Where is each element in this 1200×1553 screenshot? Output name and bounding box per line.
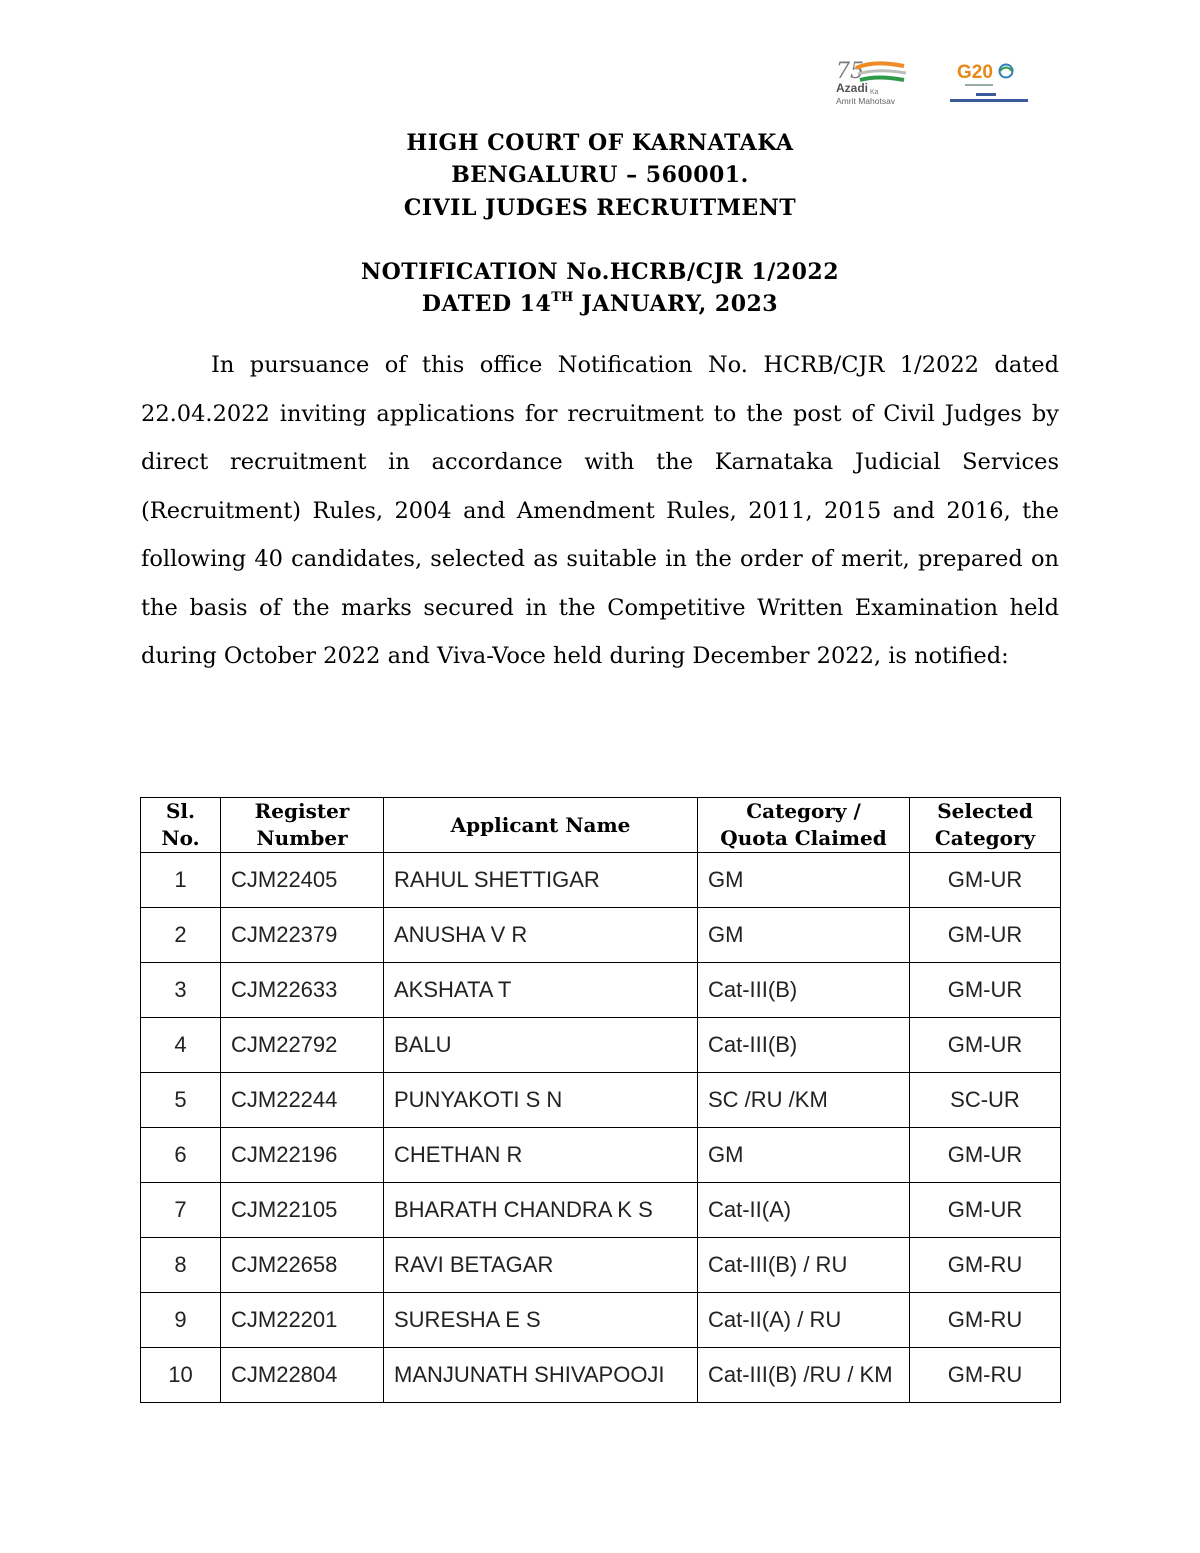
cell-sl-no: 1: [141, 853, 221, 908]
cell-register-number: CJM22658: [221, 1238, 384, 1293]
table-row: [141, 1293, 1061, 1348]
cell-sl-no: 4: [141, 1018, 221, 1073]
header-sl-no: Sl. No.: [141, 798, 221, 853]
cell-applicant-name: AKSHATA T: [384, 963, 698, 1018]
cell-category: SC /RU /KM: [698, 1073, 910, 1128]
cell-selected-category: GM-RU: [910, 1238, 1061, 1293]
cell-sl-no: 8: [141, 1238, 221, 1293]
cell-register-number: CJM22405: [221, 853, 384, 908]
svg-text:G20: G20: [957, 62, 993, 83]
cell-applicant-name: BALU: [384, 1018, 698, 1073]
cell-applicant-name: PUNYAKOTI S N: [384, 1073, 698, 1128]
cell-register-number: CJM22792: [221, 1018, 384, 1073]
cell-applicant-name: BHARATH CHANDRA K S: [384, 1183, 698, 1238]
cell-category: Cat-II(A) / RU: [698, 1293, 910, 1348]
cell-category: Cat-III(B): [698, 963, 910, 1018]
cell-selected-category: GM-UR: [910, 1018, 1061, 1073]
cell-category: GM: [698, 853, 910, 908]
cell-register-number: CJM22244: [221, 1073, 384, 1128]
cell-applicant-name: RAHUL SHETTIGAR: [384, 853, 698, 908]
cell-sl-no: 7: [141, 1183, 221, 1238]
table-row: [141, 1238, 1061, 1293]
cell-selected-category: GM-UR: [910, 908, 1061, 963]
notification-paragraph: In pursuance of this office Notification No. HCRB/CJR 1/2022 dated 22.04.2022 inviting applications for recruitment to the post of Civil Judges by direct recruitment in accordance with the Karnataka Judicial Services (Recruitment) Rules, 2004 and Amendment Rules, 2011, 2015 and 2016, the following 40 candidates, selected as suitable in the order of merit, prepared on the basis of the marks secured in the Competitive Written Examination held during October 2022 and Viva-Voce held during December 2022, is notified:: [141, 352, 1059, 669]
cell-category: Cat-III(B): [698, 1018, 910, 1073]
cell-applicant-name: SURESHA E S: [384, 1293, 698, 1348]
selection-table: [140, 797, 1061, 1403]
cell-sl-no: 6: [141, 1128, 221, 1183]
cell-register-number: CJM22196: [221, 1128, 384, 1183]
header-selected-category: Selected Category: [910, 798, 1061, 853]
court-address: BENGALURU – 560001.: [451, 162, 749, 188]
cell-applicant-name: ANUSHA V R: [384, 908, 698, 963]
table-row: [141, 1183, 1061, 1238]
table-row: [141, 908, 1061, 963]
cell-register-number: CJM22804: [221, 1348, 384, 1403]
court-name: HIGH COURT OF KARNATAKA: [406, 130, 794, 156]
table-row: [141, 1128, 1061, 1183]
table-row: [141, 963, 1061, 1018]
cell-selected-category: GM-RU: [910, 1293, 1061, 1348]
cell-sl-no: 2: [141, 908, 221, 963]
cell-category: GM: [698, 1128, 910, 1183]
svg-text:Azadi: Azadi: [836, 81, 869, 95]
cell-register-number: CJM22201: [221, 1293, 384, 1348]
cell-register-number: CJM22105: [221, 1183, 384, 1238]
azadi-ka-amrit-mahotsav-logo: [834, 58, 926, 108]
cell-applicant-name: CHETHAN R: [384, 1128, 698, 1183]
g20-logo: [948, 58, 1030, 106]
cell-sl-no: 10: [141, 1348, 221, 1403]
cell-selected-category: GM-UR: [910, 1128, 1061, 1183]
cell-applicant-name: MANJUNATH SHIVAPOOJI: [384, 1348, 698, 1403]
table-header-row: [141, 798, 1061, 853]
table-row: [141, 1348, 1061, 1403]
cell-selected-category: SC-UR: [910, 1073, 1061, 1128]
header-register-number: Register Number: [221, 798, 384, 853]
cell-sl-no: 9: [141, 1293, 221, 1348]
cell-selected-category: GM-RU: [910, 1348, 1061, 1403]
cell-selected-category: GM-UR: [910, 1183, 1061, 1238]
cell-register-number: CJM22379: [221, 908, 384, 963]
table-row: [141, 853, 1061, 908]
recruitment-title: CIVIL JUDGES RECRUITMENT: [403, 195, 797, 221]
table-row: [141, 1073, 1061, 1128]
cell-applicant-name: RAVI BETAGAR: [384, 1238, 698, 1293]
cell-register-number: CJM22633: [221, 963, 384, 1018]
cell-selected-category: GM-UR: [910, 853, 1061, 908]
cell-sl-no: 5: [141, 1073, 221, 1128]
svg-text:75: 75: [836, 59, 864, 84]
cell-sl-no: 3: [141, 963, 221, 1018]
cell-category: Cat-III(B) /RU / KM: [698, 1348, 910, 1403]
notification-number: NOTIFICATION No.HCRB/CJR 1/2022: [360, 259, 839, 285]
header-applicant-name: Applicant Name: [384, 798, 698, 853]
notification-date: DATED 14TH JANUARY, 2023: [421, 290, 779, 317]
table-row: [141, 1018, 1061, 1073]
cell-category: GM: [698, 908, 910, 963]
cell-selected-category: GM-UR: [910, 963, 1061, 1018]
cell-category: Cat-III(B) / RU: [698, 1238, 910, 1293]
cell-category: Cat-II(A): [698, 1183, 910, 1238]
header-category-quota: Category / Quota Claimed: [698, 798, 910, 853]
svg-text:Amrit Mahotsav: Amrit Mahotsav: [836, 96, 896, 106]
svg-text:Ka: Ka: [870, 89, 879, 96]
